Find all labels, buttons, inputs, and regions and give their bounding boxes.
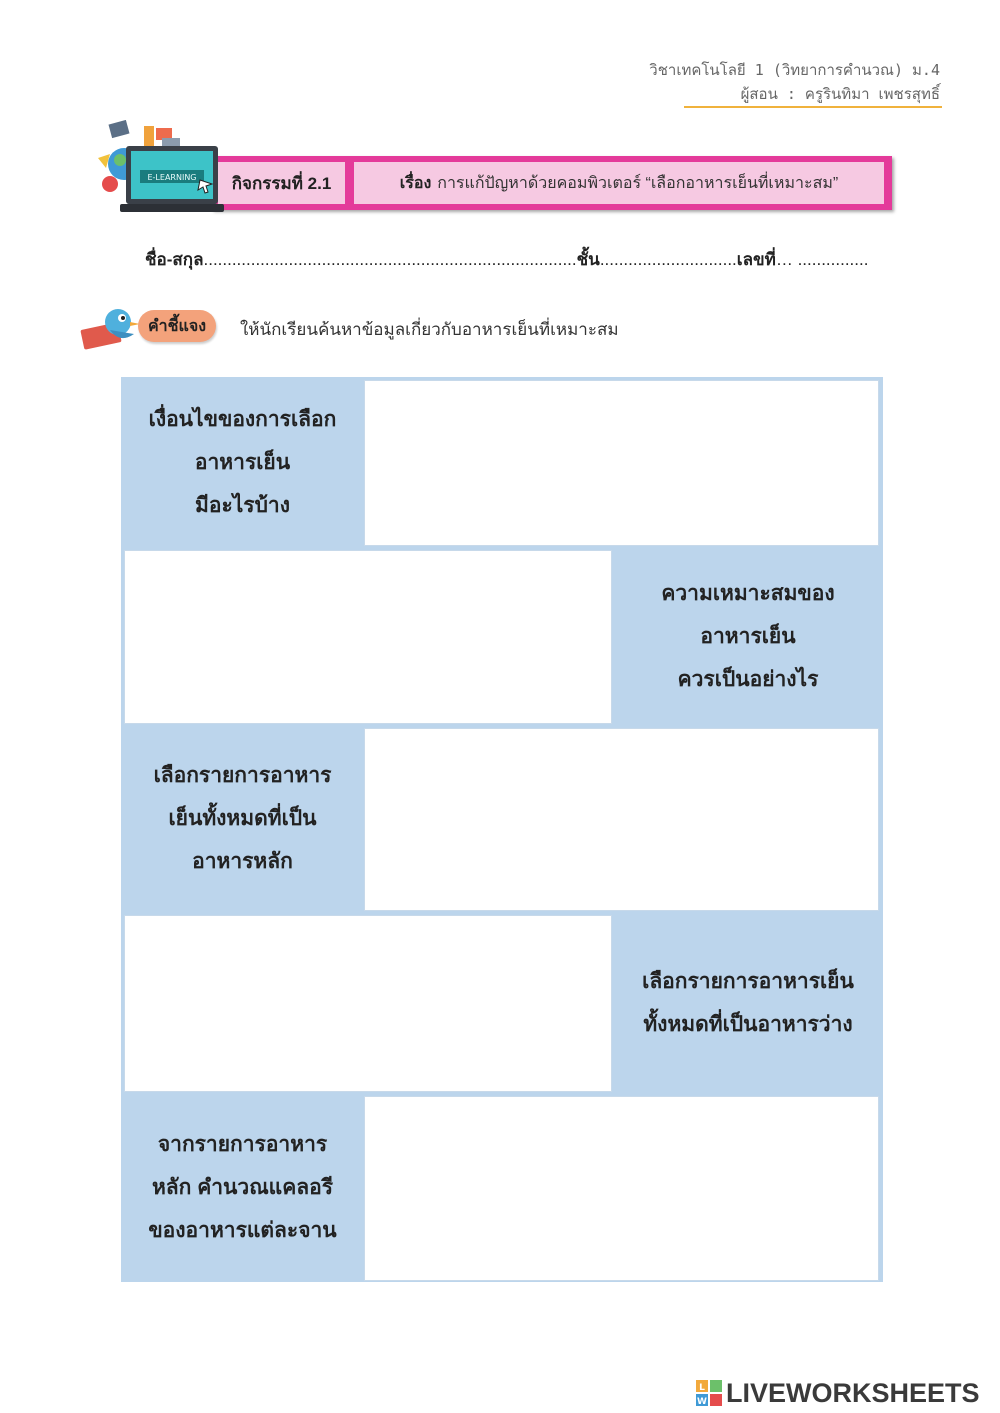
name-field[interactable]: ............................................................................... bbox=[203, 250, 577, 269]
activity-banner bbox=[212, 156, 892, 210]
row-3-answer-box[interactable] bbox=[364, 728, 879, 911]
name-label: ชื่อ-สกุล bbox=[145, 250, 204, 269]
row-5-answer-box[interactable] bbox=[364, 1096, 879, 1281]
topic-box bbox=[354, 162, 884, 204]
question-line: ความเหมาะสมของ bbox=[661, 581, 835, 605]
worksheet-table bbox=[121, 377, 883, 1282]
row-4-question-text bbox=[642, 960, 854, 1046]
e-learning-laptop-icon bbox=[96, 120, 228, 218]
question-line: จากรายการอาหาร bbox=[157, 1133, 328, 1156]
question-line: หลัก คำนวณแคลอรี bbox=[151, 1176, 334, 1199]
row-3-question bbox=[121, 725, 364, 912]
topic-text: การแก้ปัญหาด้วยคอมพิวเตอร์ “เลือกอาหารเย็นที่เหมาะสม” bbox=[437, 174, 839, 192]
course-teacher: ผู้สอน : ครูรินทิมา เพชรสุทธิ์ bbox=[740, 85, 940, 103]
question-line: เลือกรายการอาหารเย็น bbox=[642, 969, 854, 993]
row-2-question-text bbox=[661, 572, 834, 701]
row-4-answer-box[interactable] bbox=[124, 915, 612, 1092]
class-label: ชั้น bbox=[576, 250, 600, 269]
question-line: อาหารหลัก bbox=[192, 850, 293, 873]
topic-title bbox=[400, 171, 838, 196]
row-1-answer-box[interactable] bbox=[364, 380, 879, 546]
question-line: มีอะไรบ้าง bbox=[195, 493, 290, 517]
activity-number: กิจกรรมที่ 2.1 bbox=[231, 173, 332, 193]
row-3-question-text bbox=[154, 754, 332, 883]
question-line: อาหารเย็น bbox=[700, 624, 796, 648]
liveworksheets-logo bbox=[696, 1378, 980, 1408]
number-field[interactable]: … ............... bbox=[775, 250, 869, 269]
brand-name: LIVEWORKSHEETS bbox=[726, 1377, 980, 1408]
question-line: ควรเป็นอย่างไร bbox=[677, 667, 819, 691]
activity-label-box bbox=[218, 162, 345, 204]
question-line: ของอาหารแต่ละจาน bbox=[148, 1219, 337, 1242]
course-subject: วิชาเทคโนโลยี 1 (วิทยาการคำนวณ) ม.4 bbox=[649, 61, 940, 79]
logo-letter-w: W bbox=[697, 1397, 707, 1406]
question-line: เงื่อนไขของการเลือก bbox=[148, 407, 337, 431]
e-learning-logo-text: E-LEARNING bbox=[147, 173, 197, 182]
question-line: เลือกรายการอาหาร bbox=[153, 764, 332, 787]
class-field[interactable]: ............................. bbox=[599, 250, 737, 269]
question-line: อาหารเย็น bbox=[194, 450, 291, 474]
question-line: ทั้งหมดที่เป็นอาหารว่าง bbox=[643, 1012, 853, 1036]
instruction-text: ให้นักเรียนค้นหาข้อมูลเกี่ยวกับอาหารเย็นที่เหมาะสม bbox=[240, 320, 619, 339]
row-5-question bbox=[121, 1093, 364, 1282]
instruction-badge: คำชี้แจง bbox=[138, 310, 216, 342]
row-1-question bbox=[121, 377, 364, 547]
liveworksheets-icon bbox=[696, 1380, 722, 1406]
logo-letter-l: L bbox=[699, 1383, 705, 1393]
row-2-question bbox=[613, 547, 883, 725]
row-4-question bbox=[613, 912, 883, 1093]
header-divider bbox=[684, 106, 942, 108]
student-info-line bbox=[145, 246, 868, 273]
question-line: เย็นทั้งหมดที่เป็น bbox=[168, 807, 317, 830]
row-1-question-text bbox=[149, 398, 337, 527]
row-5-question-text bbox=[148, 1123, 336, 1252]
number-label: เลขที่ bbox=[736, 250, 776, 269]
bird-laptop-icon bbox=[80, 304, 142, 350]
row-2-answer-box[interactable] bbox=[124, 550, 612, 724]
topic-prefix: เรื่อง bbox=[399, 174, 432, 192]
